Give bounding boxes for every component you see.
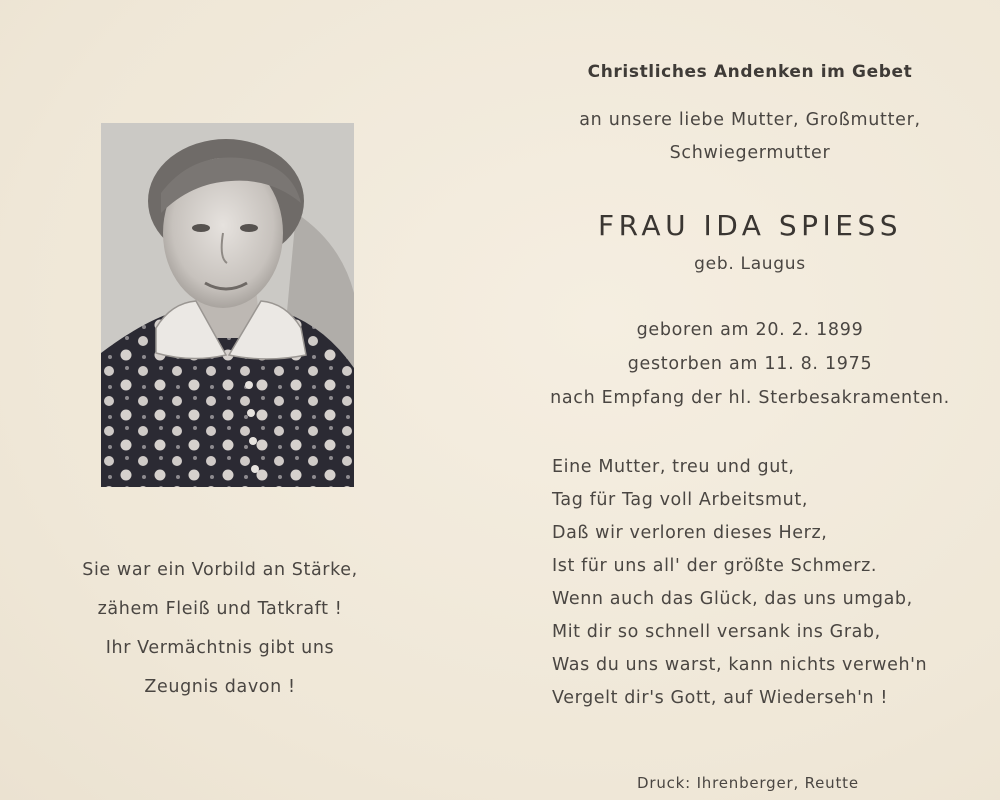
quote-line: zähem Fleiß und Tatkraft ! [97, 599, 343, 619]
poem-line: Daß wir verloren dieses Herz, [552, 523, 828, 543]
quote-line: Sie war ein Vorbild an Stärke, [82, 560, 358, 580]
poem-line: Wenn auch das Glück, das uns umgab, [552, 589, 913, 609]
poem-line: Vergelt dir's Gott, auf Wiederseh'n ! [552, 688, 889, 708]
memorial-poem [552, 455, 927, 719]
printer-credit: Druck: Ihrenberger, Reutte [637, 774, 859, 792]
maiden-name: geb. Laugus [694, 254, 806, 274]
birth-date: geboren am 20. 2. 1899 [636, 320, 864, 340]
card-title: Christliches Andenken im Gebet [587, 62, 913, 82]
quote-line: Ihr Vermächtnis gibt uns [105, 638, 335, 658]
poem-line: Eine Mutter, treu und gut, [552, 457, 795, 477]
portrait-photo [101, 123, 354, 487]
poem-line: Tag für Tag voll Arbeitsmut, [552, 490, 808, 510]
dedication-line: Schwiegermutter [669, 143, 831, 163]
deceased-name: FRAU IDA SPIESS [597, 209, 902, 242]
death-date: gestorben am 11. 8. 1975 [627, 354, 873, 374]
life-dates [550, 318, 950, 420]
sacraments-note: nach Empfang der hl. Sterbesakramenten. [550, 388, 950, 408]
poem-line: Ist für uns all' der größte Schmerz. [552, 556, 878, 576]
tribute-quote [40, 556, 400, 712]
quote-line: Zeugnis davon ! [144, 677, 296, 697]
dedication-line: an unsere liebe Mutter, Großmutter, [579, 110, 921, 130]
poem-line: Was du uns warst, kann nichts verweh'n [552, 655, 928, 675]
poem-line: Mit dir so schnell versank ins Grab, [552, 622, 881, 642]
